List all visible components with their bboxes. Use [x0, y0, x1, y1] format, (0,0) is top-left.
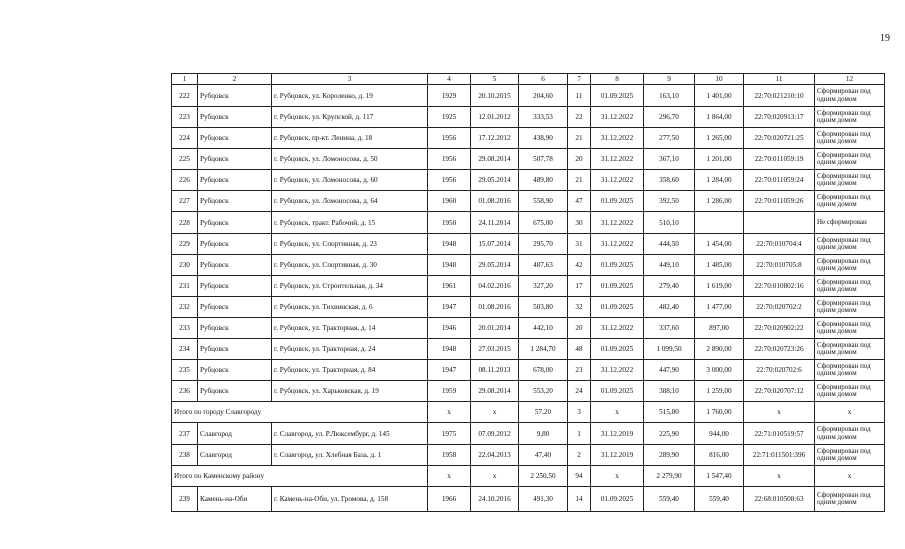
cell-year: 1959	[428, 381, 471, 402]
cell-cadastral: 22:70:011059:24	[744, 170, 815, 191]
cell-address: г. Рубцовск, ул. Тракторная, д. 84	[272, 360, 428, 381]
cell-land-area: 1 619,00	[695, 276, 744, 297]
cell-address: г. Рубцовск, ул. Строительная, д. 34	[272, 276, 428, 297]
cell-deadline: 31.12.2022	[591, 149, 644, 170]
cell-date: 01.08.2016	[471, 297, 519, 318]
cell-residents: 23	[568, 360, 591, 381]
cell-cadastral: 22:71:010519:57	[744, 423, 815, 445]
cell-area: 507,78	[519, 149, 568, 170]
cell-area-resettle: 225,90	[644, 423, 695, 445]
cell-locality: Рубцовск	[198, 255, 272, 276]
cell-cadastral: 22:70:011059:26	[744, 191, 815, 212]
cell-status: Сформирован под одним домом	[815, 107, 885, 128]
cell-locality: Рубцовск	[198, 297, 272, 318]
cell-land-area: 1 477,00	[695, 297, 744, 318]
table-header-row	[172, 74, 885, 85]
table-row	[172, 339, 885, 360]
cell-year: 1947	[428, 297, 471, 318]
cell-land-area: 1 259,00	[695, 381, 744, 402]
cell-address: г. Рубцовск, ул. Крупской, д. 117	[272, 107, 428, 128]
cell-num: 222	[172, 85, 198, 107]
table-row	[172, 128, 885, 149]
cell-area: 1 284,70	[519, 339, 568, 360]
cell-residents: 48	[568, 339, 591, 360]
table-row	[172, 170, 885, 191]
cell-locality: Славгород	[198, 445, 272, 466]
cell-deadline: 01.09.2025	[591, 85, 644, 107]
cell-year: х	[428, 402, 471, 423]
column-header: 8	[591, 74, 644, 85]
cell-area-resettle: 296,70	[644, 107, 695, 128]
cell-status: Сформирован под одним домом	[815, 276, 885, 297]
cell-residents: 31	[568, 234, 591, 255]
cell-status: Сформирован под одним домом	[815, 149, 885, 170]
cell-status: Сформирован под одним домом	[815, 234, 885, 255]
cell-deadline: 01.09.2025	[591, 255, 644, 276]
cell-land-area: 1 265,00	[695, 128, 744, 149]
cell-residents: 11	[568, 85, 591, 107]
column-header: 6	[519, 74, 568, 85]
cell-area-resettle: 279,40	[644, 276, 695, 297]
cell-deadline: 31.12.2022	[591, 360, 644, 381]
cell-date: х	[471, 402, 519, 423]
cell-area: 489,80	[519, 170, 568, 191]
cell-status: Сформирован под одним домом	[815, 170, 885, 191]
cell-area: 442,10	[519, 318, 568, 339]
cell-deadline: 31.12.2022	[591, 212, 644, 234]
cell-cadastral: 22:70:020707:12	[744, 381, 815, 402]
cell-area-resettle: 388,10	[644, 381, 695, 402]
cell-status: Сформирован под одним домом	[815, 487, 885, 512]
cell-date: 24.11.2014	[471, 212, 519, 234]
cell-locality: Рубцовск	[198, 318, 272, 339]
cell-year: 1961	[428, 276, 471, 297]
cell-status: Сформирован под одним домом	[815, 297, 885, 318]
cell-area-resettle: 449,10	[644, 255, 695, 276]
cell-cadastral: 22:70:010705:8	[744, 255, 815, 276]
cell-status: Сформирован под одним домом	[815, 85, 885, 107]
cell-residents: 21	[568, 170, 591, 191]
cell-land-area: 897,00	[695, 318, 744, 339]
cell-residents: 94	[568, 466, 591, 487]
column-header: 2	[198, 74, 272, 85]
cell-date: 22.04.2013	[471, 445, 519, 466]
cell-area: 553,20	[519, 381, 568, 402]
cell-num: 232	[172, 297, 198, 318]
cell-deadline: 31.12.2019	[591, 423, 644, 445]
cell-locality: Рубцовск	[198, 339, 272, 360]
table-row	[172, 255, 885, 276]
cell-locality: Рубцовск	[198, 191, 272, 212]
cell-area: 9,80	[519, 423, 568, 445]
column-header: 5	[471, 74, 519, 85]
cell-address: г. Рубцовск, ул. Ломоносова, д. 50	[272, 149, 428, 170]
cell-address: г. Рубцовск, ул. Тракторная, д. 14	[272, 318, 428, 339]
cell-area-resettle: 515,80	[644, 402, 695, 423]
cell-land-area: 944,00	[695, 423, 744, 445]
cell-cadastral: 22:70:020721:25	[744, 128, 815, 149]
cell-status: Сформирован под одним домом	[815, 360, 885, 381]
cell-area: 295,70	[519, 234, 568, 255]
subtotal-label: Итого по городу Славгороду	[172, 402, 428, 423]
cell-year: 1958	[428, 445, 471, 466]
cell-year: 1948	[428, 339, 471, 360]
cell-land-area: 1 547,40	[695, 466, 744, 487]
cell-area-resettle: 337,60	[644, 318, 695, 339]
cell-address: г. Рубцовск, ул. Ломоносова, д. 64	[272, 191, 428, 212]
cell-locality: Рубцовск	[198, 276, 272, 297]
cell-date: 29.05.2014	[471, 255, 519, 276]
table-row	[172, 360, 885, 381]
cell-area-resettle: 163,10	[644, 85, 695, 107]
cell-address: г. Рубцовск, ул. Харьковская, д. 19	[272, 381, 428, 402]
cell-status: х	[815, 466, 885, 487]
table-row	[172, 149, 885, 170]
cell-year: 1960	[428, 191, 471, 212]
cell-num: 235	[172, 360, 198, 381]
cell-address: г. Рубцовск, ул. Спортивная, д. 23	[272, 234, 428, 255]
subtotal-row	[172, 466, 885, 487]
cell-deadline: 01.09.2025	[591, 487, 644, 512]
cell-locality: Рубцовск	[198, 128, 272, 149]
cell-area: 487,63	[519, 255, 568, 276]
column-header: 1	[172, 74, 198, 85]
table-row	[172, 85, 885, 107]
cell-locality: Рубцовск	[198, 149, 272, 170]
cell-area: 57,20	[519, 402, 568, 423]
column-header: 3	[272, 74, 428, 85]
cell-land-area: 1 286,00	[695, 191, 744, 212]
cell-area-resettle: 2 279,90	[644, 466, 695, 487]
table-row	[172, 276, 885, 297]
cell-address: г. Рубцовск, пр-кт. Ленина, д. 18	[272, 128, 428, 149]
cell-area-resettle: 447,90	[644, 360, 695, 381]
column-header: 12	[815, 74, 885, 85]
cell-date: 29.08.2014	[471, 381, 519, 402]
cell-locality: Рубцовск	[198, 381, 272, 402]
subtotal-row	[172, 402, 885, 423]
cell-residents: 24	[568, 381, 591, 402]
table-row	[172, 423, 885, 445]
table-row	[172, 107, 885, 128]
cell-deadline: 01.09.2025	[591, 276, 644, 297]
subtotal-label: Итого по Каменскому району	[172, 466, 428, 487]
column-header: 7	[568, 74, 591, 85]
cell-residents: 3	[568, 402, 591, 423]
cell-cadastral: 22:70:010704:4	[744, 234, 815, 255]
cell-locality: Рубцовск	[198, 212, 272, 234]
cell-address: г. Рубцовск, ул. Ломоносова, д. 60	[272, 170, 428, 191]
cell-num: 237	[172, 423, 198, 445]
cell-area-resettle: 444,50	[644, 234, 695, 255]
cell-address: г. Камень-на-Оби, ул. Громова, д. 158	[272, 487, 428, 512]
cell-year: 1956	[428, 149, 471, 170]
cell-land-area: 2 890,00	[695, 339, 744, 360]
cell-deadline: 31.12.2022	[591, 318, 644, 339]
cell-status: Сформирован под одним домом	[815, 339, 885, 360]
cell-deadline: 01.09.2025	[591, 297, 644, 318]
cell-num: 233	[172, 318, 198, 339]
cell-locality: Славгород	[198, 423, 272, 445]
cell-status: Сформирован под одним домом	[815, 191, 885, 212]
cell-land-area: 1 201,00	[695, 149, 744, 170]
cell-date: 20.10.2015	[471, 85, 519, 107]
cell-year: 1975	[428, 423, 471, 445]
cell-area-resettle: 358,60	[644, 170, 695, 191]
cell-year: 1929	[428, 85, 471, 107]
cell-area: 491,30	[519, 487, 568, 512]
cell-date: 29.08.2014	[471, 149, 519, 170]
cell-land-area: 1 284,00	[695, 170, 744, 191]
cell-cadastral: 22:71:011501:396	[744, 445, 815, 466]
cell-date: 20.01.2014	[471, 318, 519, 339]
cell-address: г. Рубцовск, ул. Короленко, д. 19	[272, 85, 428, 107]
cell-address: г. Славгород, ул. Хлебная База, д. 1	[272, 445, 428, 466]
cell-residents: 17	[568, 276, 591, 297]
cell-date: 17.12.2012	[471, 128, 519, 149]
table-row	[172, 318, 885, 339]
cell-cadastral	[744, 212, 815, 234]
cell-date: 01.08.2016	[471, 191, 519, 212]
cell-deadline: х	[591, 466, 644, 487]
table-row	[172, 212, 885, 234]
cell-year: 1948	[428, 234, 471, 255]
cell-date: 24.10.2016	[471, 487, 519, 512]
cell-num: 239	[172, 487, 198, 512]
cell-residents: 42	[568, 255, 591, 276]
cell-area-resettle: 277,50	[644, 128, 695, 149]
cell-residents: 21	[568, 128, 591, 149]
cell-cadastral: 22:70:011059:19	[744, 149, 815, 170]
cell-locality: Камень-на-Оби	[198, 487, 272, 512]
cell-cadastral: 22:68:010508:63	[744, 487, 815, 512]
cell-deadline: 31.12.2022	[591, 170, 644, 191]
cell-address: г. Рубцовск, ул. Спортивная, д. 30	[272, 255, 428, 276]
cell-num: 234	[172, 339, 198, 360]
cell-address: г. Славгород, ул. Р.Люксембург, д. 145	[272, 423, 428, 445]
table-row	[172, 191, 885, 212]
cell-area: 438,90	[519, 128, 568, 149]
table-row	[172, 487, 885, 512]
cell-deadline: 31.12.2022	[591, 234, 644, 255]
cell-date: х	[471, 466, 519, 487]
cell-status: Сформирован под одним домом	[815, 381, 885, 402]
cell-area-resettle: 482,40	[644, 297, 695, 318]
cell-locality: Рубцовск	[198, 107, 272, 128]
cell-area: 675,00	[519, 212, 568, 234]
cell-status: Не сформирован	[815, 212, 885, 234]
cell-address: г. Рубцовск, ул. Тракторная, д. 24	[272, 339, 428, 360]
table-row	[172, 381, 885, 402]
cell-cadastral: 22:70:020913:17	[744, 107, 815, 128]
cell-cadastral: 22:70:010802:16	[744, 276, 815, 297]
table-row	[172, 445, 885, 466]
cell-area-resettle: 559,40	[644, 487, 695, 512]
cell-date: 07.09.2012	[471, 423, 519, 445]
cell-num: 236	[172, 381, 198, 402]
cell-num: 223	[172, 107, 198, 128]
cell-area: 558,90	[519, 191, 568, 212]
cell-date: 12.01.2012	[471, 107, 519, 128]
cell-num: 226	[172, 170, 198, 191]
cell-deadline: 31.12.2022	[591, 128, 644, 149]
cell-cadastral: 22:70:020723:26	[744, 339, 815, 360]
cell-date: 08.11.2013	[471, 360, 519, 381]
cell-deadline: 31.12.2019	[591, 445, 644, 466]
cell-residents: 20	[568, 318, 591, 339]
cell-area: 678,00	[519, 360, 568, 381]
cell-num: 230	[172, 255, 198, 276]
cell-year: 1966	[428, 487, 471, 512]
cell-locality: Рубцовск	[198, 170, 272, 191]
cell-area-resettle: 367,10	[644, 149, 695, 170]
cell-cadastral: х	[744, 402, 815, 423]
cell-residents: 14	[568, 487, 591, 512]
cell-residents: 22	[568, 107, 591, 128]
cell-residents: 32	[568, 297, 591, 318]
cell-address: г. Рубцовск, тракт. Рабочий, д. 15	[272, 212, 428, 234]
table-row	[172, 234, 885, 255]
cell-deadline: 01.09.2025	[591, 339, 644, 360]
cell-residents: 2	[568, 445, 591, 466]
cell-num: 225	[172, 149, 198, 170]
cell-land-area	[695, 212, 744, 234]
cell-num: 227	[172, 191, 198, 212]
cell-year: 1947	[428, 360, 471, 381]
cell-area-resettle: 392,50	[644, 191, 695, 212]
cell-deadline: 01.09.2025	[591, 381, 644, 402]
cell-year: 1946	[428, 318, 471, 339]
cell-area: 327,20	[519, 276, 568, 297]
cell-status: Сформирован под одним домом	[815, 255, 885, 276]
housing-table	[171, 73, 885, 512]
cell-locality: Рубцовск	[198, 85, 272, 107]
cell-num: 231	[172, 276, 198, 297]
cell-deadline: 01.09.2025	[591, 191, 644, 212]
cell-locality: Рубцовск	[198, 360, 272, 381]
cell-land-area: 559,40	[695, 487, 744, 512]
cell-status: Сформирован под одним домом	[815, 318, 885, 339]
cell-num: 228	[172, 212, 198, 234]
cell-cadastral: х	[744, 466, 815, 487]
cell-deadline: х	[591, 402, 644, 423]
cell-year: 1948	[428, 255, 471, 276]
cell-area-resettle: 1 099,50	[644, 339, 695, 360]
cell-cadastral: 22:70:020702:6	[744, 360, 815, 381]
cell-num: 224	[172, 128, 198, 149]
cell-date: 29.05.2014	[471, 170, 519, 191]
cell-cadastral: 22:70:020702:2	[744, 297, 815, 318]
cell-area-resettle: 289,90	[644, 445, 695, 466]
cell-status: Сформирован под одним домом	[815, 423, 885, 445]
cell-deadline: 31.12.2022	[591, 107, 644, 128]
cell-status: Сформирован под одним домом	[815, 128, 885, 149]
cell-area: 2 250,50	[519, 466, 568, 487]
cell-status: х	[815, 402, 885, 423]
cell-area: 333,53	[519, 107, 568, 128]
cell-area: 503,80	[519, 297, 568, 318]
cell-land-area: 1 454,00	[695, 234, 744, 255]
cell-residents: 20	[568, 149, 591, 170]
cell-status: Сформирован под одним домом	[815, 445, 885, 466]
table-row	[172, 297, 885, 318]
cell-date: 04.02.2016	[471, 276, 519, 297]
column-header: 9	[644, 74, 695, 85]
cell-cadastral: 22:70:020902:22	[744, 318, 815, 339]
cell-residents: 30	[568, 212, 591, 234]
column-header: 11	[744, 74, 815, 85]
cell-area: 204,60	[519, 85, 568, 107]
cell-locality: Рубцовск	[198, 234, 272, 255]
cell-year: 1950	[428, 212, 471, 234]
cell-year: 1956	[428, 170, 471, 191]
cell-land-area: 1 760,00	[695, 402, 744, 423]
column-header: 4	[428, 74, 471, 85]
cell-date: 27.03.2015	[471, 339, 519, 360]
cell-cadastral: 22:70:021210:10	[744, 85, 815, 107]
cell-date: 15.07.2014	[471, 234, 519, 255]
cell-land-area: 3 000,00	[695, 360, 744, 381]
cell-address: г. Рубцовск, ул. Тихвинская, д. 6	[272, 297, 428, 318]
cell-residents: 1	[568, 423, 591, 445]
cell-area: 47,40	[519, 445, 568, 466]
cell-num: 238	[172, 445, 198, 466]
cell-land-area: 1 864,00	[695, 107, 744, 128]
column-header: 10	[695, 74, 744, 85]
cell-residents: 47	[568, 191, 591, 212]
cell-year: 1956	[428, 128, 471, 149]
cell-year: х	[428, 466, 471, 487]
cell-area-resettle: 510,10	[644, 212, 695, 234]
cell-land-area: 1 401,00	[695, 85, 744, 107]
cell-land-area: 1 485,00	[695, 255, 744, 276]
cell-year: 1925	[428, 107, 471, 128]
page-number: 19	[880, 33, 890, 44]
cell-land-area: 816,00	[695, 445, 744, 466]
cell-num: 229	[172, 234, 198, 255]
